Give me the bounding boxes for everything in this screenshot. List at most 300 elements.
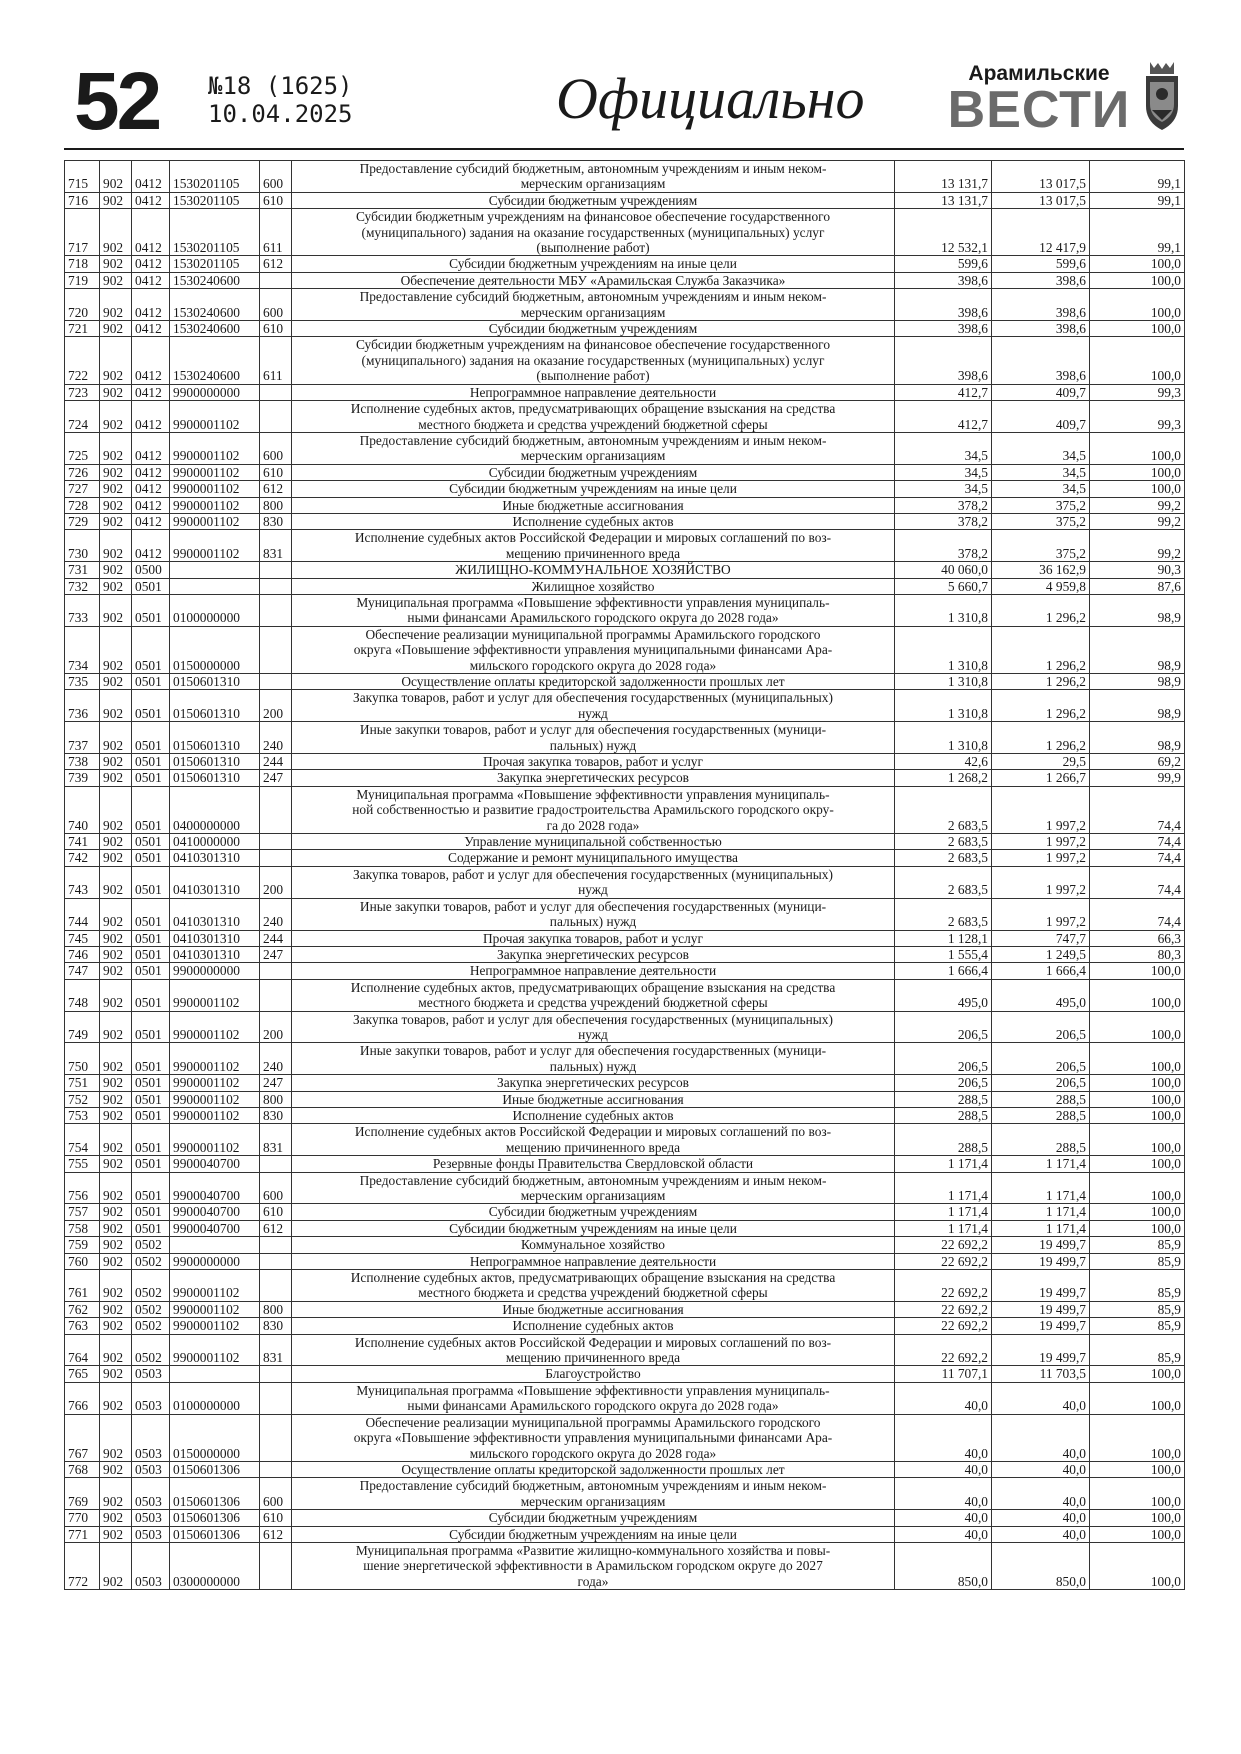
target-article-code: 0410301310	[170, 930, 260, 946]
expense-type-code	[260, 594, 292, 626]
ministry-code: 902	[100, 979, 132, 1011]
issue-number: №18 (1625)	[208, 72, 353, 100]
table-row	[65, 192, 1185, 208]
ministry-code: 902	[100, 272, 132, 288]
expense-type-code: 831	[260, 1124, 292, 1156]
table-row	[65, 530, 1185, 562]
expense-type-code	[260, 786, 292, 833]
expense-type-code: 610	[260, 1204, 292, 1220]
section-code: 0412	[132, 432, 170, 464]
executed-amount: 288,5	[992, 1124, 1090, 1156]
expense-type-code: 240	[260, 722, 292, 754]
executed-amount: 398,6	[992, 272, 1090, 288]
execution-percent: 85,9	[1090, 1334, 1185, 1366]
section-code: 0501	[132, 1091, 170, 1107]
item-name: Прочая закупка товаров, работ и услуг	[292, 930, 895, 946]
table-row	[65, 866, 1185, 898]
item-name: Закупка товаров, работ и услуг для обеспечения государственных (муниципальных) нужд	[292, 1011, 895, 1043]
planned-amount: 34,5	[895, 481, 992, 497]
row-number: 725	[65, 432, 100, 464]
planned-amount: 2 683,5	[895, 834, 992, 850]
executed-amount: 34,5	[992, 464, 1090, 480]
executed-amount: 599,6	[992, 256, 1090, 272]
ministry-code: 902	[100, 562, 132, 578]
target-article-code: 9900001102	[170, 1043, 260, 1075]
section-code: 0502	[132, 1318, 170, 1334]
table-row	[65, 337, 1185, 384]
target-article-code: 9900001102	[170, 1091, 260, 1107]
item-name: Муниципальная программа «Повышение эффективности управления муниципаль- ными финансами Арамильского городского округа до 2028 года»	[292, 594, 895, 626]
table-row	[65, 690, 1185, 722]
executed-amount: 1 296,2	[992, 626, 1090, 673]
item-name: Муниципальная программа «Повышение эффективности управления муниципаль- ными финансами Арамильского городского округа до 2028 года»	[292, 1382, 895, 1414]
target-article-code: 0100000000	[170, 594, 260, 626]
execution-percent: 99,1	[1090, 209, 1185, 256]
ministry-code: 902	[100, 1382, 132, 1414]
item-name: Иные закупки товаров, работ и услуг для обеспечения государственных (муници- пальных) нужд	[292, 898, 895, 930]
section-code: 0412	[132, 513, 170, 529]
ministry-code: 902	[100, 1011, 132, 1043]
executed-amount: 4 959,8	[992, 578, 1090, 594]
item-name: Иные бюджетные ассигнования	[292, 1301, 895, 1317]
planned-amount: 378,2	[895, 497, 992, 513]
executed-amount: 850,0	[992, 1542, 1090, 1589]
target-article-code: 0410301310	[170, 866, 260, 898]
execution-percent: 100,0	[1090, 1156, 1185, 1172]
planned-amount: 5 660,7	[895, 578, 992, 594]
execution-percent: 85,9	[1090, 1253, 1185, 1269]
ministry-code: 902	[100, 464, 132, 480]
planned-amount: 206,5	[895, 1075, 992, 1091]
executed-amount: 288,5	[992, 1091, 1090, 1107]
item-name: Благоустройство	[292, 1366, 895, 1382]
execution-percent: 100,0	[1090, 1172, 1185, 1204]
row-number: 754	[65, 1124, 100, 1156]
target-article-code: 9900001102	[170, 497, 260, 513]
row-number: 748	[65, 979, 100, 1011]
item-name: Иные закупки товаров, работ и услуг для обеспечения государственных (муници- пальных) нужд	[292, 722, 895, 754]
planned-amount: 22 692,2	[895, 1318, 992, 1334]
executed-amount: 40,0	[992, 1526, 1090, 1542]
item-name: Жилищное хозяйство	[292, 578, 895, 594]
section-title: Официально	[556, 66, 865, 131]
table-row	[65, 1478, 1185, 1510]
ministry-code: 902	[100, 481, 132, 497]
expense-type-code: 800	[260, 1091, 292, 1107]
target-article-code: 0150000000	[170, 626, 260, 673]
table-row	[65, 513, 1185, 529]
execution-percent: 66,3	[1090, 930, 1185, 946]
execution-percent: 100,0	[1090, 1478, 1185, 1510]
section-code: 0503	[132, 1461, 170, 1477]
expense-type-code	[260, 562, 292, 578]
section-code: 0412	[132, 497, 170, 513]
table-row	[65, 1237, 1185, 1253]
target-article-code: 9900040700	[170, 1172, 260, 1204]
executed-amount: 206,5	[992, 1043, 1090, 1075]
planned-amount: 288,5	[895, 1124, 992, 1156]
ministry-code: 902	[100, 432, 132, 464]
target-article-code: 9900001102	[170, 401, 260, 433]
expense-type-code: 600	[260, 161, 292, 193]
item-name: Исполнение судебных актов	[292, 1318, 895, 1334]
planned-amount: 40,0	[895, 1382, 992, 1414]
ministry-code: 902	[100, 786, 132, 833]
row-number: 751	[65, 1075, 100, 1091]
item-name: Исполнение судебных актов	[292, 513, 895, 529]
execution-percent: 85,9	[1090, 1237, 1185, 1253]
table-row	[65, 401, 1185, 433]
ministry-code: 902	[100, 770, 132, 786]
planned-amount: 1 171,4	[895, 1172, 992, 1204]
ministry-code: 902	[100, 1220, 132, 1236]
table-row	[65, 1043, 1185, 1075]
row-number: 731	[65, 562, 100, 578]
row-number: 756	[65, 1172, 100, 1204]
row-number: 743	[65, 866, 100, 898]
section-code: 0503	[132, 1414, 170, 1461]
row-number: 772	[65, 1542, 100, 1589]
planned-amount: 206,5	[895, 1011, 992, 1043]
execution-percent: 99,1	[1090, 192, 1185, 208]
planned-amount: 2 683,5	[895, 850, 992, 866]
item-name: Субсидии бюджетным учреждениям на иные цели	[292, 1220, 895, 1236]
section-code: 0502	[132, 1253, 170, 1269]
executed-amount: 40,0	[992, 1478, 1090, 1510]
table-row	[65, 432, 1185, 464]
table-row	[65, 1414, 1185, 1461]
table-row	[65, 1172, 1185, 1204]
item-name: Субсидии бюджетным учреждениям	[292, 321, 895, 337]
ministry-code: 902	[100, 674, 132, 690]
execution-percent: 100,0	[1090, 1011, 1185, 1043]
target-article-code: 0150601310	[170, 690, 260, 722]
target-article-code: 0150601310	[170, 754, 260, 770]
ministry-code: 902	[100, 1270, 132, 1302]
section-code: 0501	[132, 963, 170, 979]
execution-percent: 98,9	[1090, 722, 1185, 754]
item-name: Субсидии бюджетным учреждениям на иные цели	[292, 481, 895, 497]
section-code: 0412	[132, 321, 170, 337]
item-name: Исполнение судебных актов Российской Федерации и мировых соглашений по воз- мещению причиненного вреда	[292, 1334, 895, 1366]
ministry-code: 902	[100, 963, 132, 979]
executed-amount: 1 666,4	[992, 963, 1090, 979]
ministry-code: 902	[100, 1542, 132, 1589]
section-code: 0412	[132, 209, 170, 256]
table-row	[65, 1542, 1185, 1589]
expense-type-code: 612	[260, 1220, 292, 1236]
execution-percent: 74,4	[1090, 850, 1185, 866]
execution-percent: 98,9	[1090, 594, 1185, 626]
item-name: Закупка энергетических ресурсов	[292, 770, 895, 786]
item-name: Субсидии бюджетным учреждениям	[292, 192, 895, 208]
expense-type-code	[260, 1366, 292, 1382]
executed-amount: 1 171,4	[992, 1172, 1090, 1204]
row-number: 770	[65, 1510, 100, 1526]
table-row	[65, 256, 1185, 272]
item-name: Исполнение судебных актов, предусматривающих обращение взыскания на средства местного бюджета и средства учреждений бюджетной сферы	[292, 401, 895, 433]
planned-amount: 288,5	[895, 1091, 992, 1107]
row-number: 728	[65, 497, 100, 513]
table-row	[65, 722, 1185, 754]
section-code: 0501	[132, 946, 170, 962]
target-article-code: 1530240600	[170, 289, 260, 321]
executed-amount: 1 171,4	[992, 1220, 1090, 1236]
executed-amount: 13 017,5	[992, 192, 1090, 208]
expense-type-code: 800	[260, 1301, 292, 1317]
target-article-code: 9900001102	[170, 1318, 260, 1334]
execution-percent: 100,0	[1090, 1542, 1185, 1589]
expense-type-code	[260, 674, 292, 690]
target-article-code: 1530240600	[170, 321, 260, 337]
planned-amount: 398,6	[895, 337, 992, 384]
target-article-code	[170, 562, 260, 578]
item-name: Коммунальное хозяйство	[292, 1237, 895, 1253]
expense-type-code: 247	[260, 770, 292, 786]
ministry-code: 902	[100, 594, 132, 626]
row-number: 753	[65, 1107, 100, 1123]
section-code: 0503	[132, 1510, 170, 1526]
logo-text-main: ВЕСТИ	[947, 81, 1131, 139]
execution-percent: 100,0	[1090, 432, 1185, 464]
target-article-code: 1530201105	[170, 161, 260, 193]
planned-amount: 22 692,2	[895, 1270, 992, 1302]
execution-percent: 100,0	[1090, 256, 1185, 272]
section-code: 0501	[132, 770, 170, 786]
section-code: 0501	[132, 754, 170, 770]
table-row	[65, 963, 1185, 979]
execution-percent: 74,4	[1090, 834, 1185, 850]
execution-percent: 100,0	[1090, 1366, 1185, 1382]
execution-percent: 99,2	[1090, 513, 1185, 529]
table-row	[65, 979, 1185, 1011]
expense-type-code: 240	[260, 1043, 292, 1075]
planned-amount: 412,7	[895, 384, 992, 400]
execution-percent: 99,9	[1090, 770, 1185, 786]
ministry-code: 902	[100, 1366, 132, 1382]
planned-amount: 599,6	[895, 256, 992, 272]
target-article-code: 9900000000	[170, 1253, 260, 1269]
table-row	[65, 1124, 1185, 1156]
ministry-code: 902	[100, 513, 132, 529]
execution-percent: 100,0	[1090, 1382, 1185, 1414]
expense-type-code: 610	[260, 464, 292, 480]
section-code: 0501	[132, 1124, 170, 1156]
planned-amount: 1 310,8	[895, 594, 992, 626]
execution-percent: 100,0	[1090, 464, 1185, 480]
expense-type-code: 611	[260, 209, 292, 256]
ministry-code: 902	[100, 834, 132, 850]
planned-amount: 1 310,8	[895, 674, 992, 690]
execution-percent: 85,9	[1090, 1318, 1185, 1334]
section-code: 0502	[132, 1301, 170, 1317]
target-article-code: 0300000000	[170, 1542, 260, 1589]
item-name: Предоставление субсидий бюджетным, автономным учреждениям и иным неком- мерческим организациям	[292, 1172, 895, 1204]
row-number: 722	[65, 337, 100, 384]
section-code: 0502	[132, 1237, 170, 1253]
execution-percent: 100,0	[1090, 1204, 1185, 1220]
planned-amount: 11 707,1	[895, 1366, 992, 1382]
planned-amount: 40,0	[895, 1478, 992, 1510]
planned-amount: 34,5	[895, 432, 992, 464]
row-number: 739	[65, 770, 100, 786]
table-row	[65, 1091, 1185, 1107]
table-row	[65, 497, 1185, 513]
expense-type-code: 600	[260, 1478, 292, 1510]
table-row	[65, 209, 1185, 256]
item-name: Предоставление субсидий бюджетным, автономным учреждениям и иным неком- мерческим организациям	[292, 1478, 895, 1510]
execution-percent: 98,9	[1090, 674, 1185, 690]
table-row	[65, 674, 1185, 690]
section-code: 0501	[132, 1156, 170, 1172]
table-row	[65, 1075, 1185, 1091]
executed-amount: 495,0	[992, 979, 1090, 1011]
executed-amount: 206,5	[992, 1075, 1090, 1091]
section-code: 0500	[132, 562, 170, 578]
table-row	[65, 1510, 1185, 1526]
target-article-code: 9900001102	[170, 979, 260, 1011]
executed-amount: 375,2	[992, 497, 1090, 513]
section-code: 0501	[132, 1075, 170, 1091]
execution-percent: 74,4	[1090, 866, 1185, 898]
ministry-code: 902	[100, 401, 132, 433]
expense-type-code: 240	[260, 898, 292, 930]
target-article-code: 1530201105	[170, 192, 260, 208]
execution-percent: 100,0	[1090, 1526, 1185, 1542]
executed-amount: 1 266,7	[992, 770, 1090, 786]
ministry-code: 902	[100, 321, 132, 337]
planned-amount: 1 171,4	[895, 1156, 992, 1172]
execution-percent: 69,2	[1090, 754, 1185, 770]
ministry-code: 902	[100, 1172, 132, 1204]
table-row	[65, 946, 1185, 962]
planned-amount: 22 692,2	[895, 1237, 992, 1253]
expense-type-code: 200	[260, 866, 292, 898]
row-number: 732	[65, 578, 100, 594]
expense-type-code: 610	[260, 321, 292, 337]
ministry-code: 902	[100, 192, 132, 208]
target-article-code: 0150601306	[170, 1478, 260, 1510]
planned-amount: 13 131,7	[895, 161, 992, 193]
table-row	[65, 1011, 1185, 1043]
expense-type-code: 831	[260, 1334, 292, 1366]
section-code: 0501	[132, 786, 170, 833]
ministry-code: 902	[100, 1124, 132, 1156]
row-number: 727	[65, 481, 100, 497]
item-name: Обеспечение реализации муниципальной программы Арамильского городского округа «Повышение эффективности управления муниципальными финансами Ара- мильского городского округа до 2028 года»	[292, 1414, 895, 1461]
target-article-code: 0410301310	[170, 946, 260, 962]
expense-type-code	[260, 1382, 292, 1414]
table-row	[65, 562, 1185, 578]
table-row	[65, 898, 1185, 930]
item-name: Исполнение судебных актов Российской Федерации и мировых соглашений по воз- мещению причиненного вреда	[292, 1124, 895, 1156]
item-name: Предоставление субсидий бюджетным, автономным учреждениям и иным неком- мерческим организациям	[292, 432, 895, 464]
row-number: 716	[65, 192, 100, 208]
expense-type-code: 831	[260, 530, 292, 562]
row-number: 745	[65, 930, 100, 946]
table-row	[65, 289, 1185, 321]
planned-amount: 1 128,1	[895, 930, 992, 946]
ministry-code: 902	[100, 1156, 132, 1172]
item-name: Обеспечение деятельности МБУ «Арамильская Служба Заказчика»	[292, 272, 895, 288]
expense-type-code: 244	[260, 754, 292, 770]
row-number: 737	[65, 722, 100, 754]
target-article-code: 0150601310	[170, 722, 260, 754]
executed-amount: 375,2	[992, 513, 1090, 529]
target-article-code: 9900001102	[170, 1075, 260, 1091]
section-code: 0501	[132, 1220, 170, 1236]
planned-amount: 288,5	[895, 1107, 992, 1123]
ministry-code: 902	[100, 1075, 132, 1091]
table-row	[65, 321, 1185, 337]
execution-percent: 100,0	[1090, 963, 1185, 979]
executed-amount: 34,5	[992, 432, 1090, 464]
item-name: Закупка товаров, работ и услуг для обеспечения государственных (муниципальных) нужд	[292, 690, 895, 722]
executed-amount: 747,7	[992, 930, 1090, 946]
row-number: 723	[65, 384, 100, 400]
execution-percent: 99,3	[1090, 401, 1185, 433]
target-article-code: 9900001102	[170, 1107, 260, 1123]
section-code: 0412	[132, 530, 170, 562]
row-number: 767	[65, 1414, 100, 1461]
expense-type-code: 247	[260, 946, 292, 962]
item-name: Субсидии бюджетным учреждениям	[292, 1204, 895, 1220]
table-row	[65, 786, 1185, 833]
planned-amount: 40,0	[895, 1510, 992, 1526]
ministry-code: 902	[100, 384, 132, 400]
table-row	[65, 161, 1185, 193]
executed-amount: 1 997,2	[992, 898, 1090, 930]
ministry-code: 902	[100, 337, 132, 384]
planned-amount: 1 310,8	[895, 626, 992, 673]
table-row	[65, 834, 1185, 850]
row-number: 721	[65, 321, 100, 337]
expense-type-code	[260, 1461, 292, 1477]
section-code: 0502	[132, 1334, 170, 1366]
execution-percent: 99,2	[1090, 530, 1185, 562]
ministry-code: 902	[100, 1237, 132, 1253]
section-code: 0412	[132, 272, 170, 288]
expense-type-code: 610	[260, 1510, 292, 1526]
item-name: Исполнение судебных актов, предусматривающих обращение взыскания на средства местного бюджета и средства учреждений бюджетной сферы	[292, 1270, 895, 1302]
ministry-code: 902	[100, 1043, 132, 1075]
execution-percent: 90,3	[1090, 562, 1185, 578]
item-name: Муниципальная программа «Развитие жилищно-коммунального хозяйства и повы- шение энергетической эффективности в Арамильском городском округе до 2027 года»	[292, 1542, 895, 1589]
ministry-code: 902	[100, 722, 132, 754]
ministry-code: 902	[100, 256, 132, 272]
row-number: 733	[65, 594, 100, 626]
ministry-code: 902	[100, 289, 132, 321]
ministry-code: 902	[100, 866, 132, 898]
ministry-code: 902	[100, 690, 132, 722]
executed-amount: 34,5	[992, 481, 1090, 497]
planned-amount: 398,6	[895, 272, 992, 288]
expense-type-code	[260, 979, 292, 1011]
expense-type-code	[260, 850, 292, 866]
execution-percent: 85,9	[1090, 1270, 1185, 1302]
target-article-code: 0150601306	[170, 1461, 260, 1477]
target-article-code: 0410301310	[170, 850, 260, 866]
item-name: Резервные фонды Правительства Свердловской области	[292, 1156, 895, 1172]
expense-type-code	[260, 1270, 292, 1302]
execution-percent: 100,0	[1090, 1124, 1185, 1156]
planned-amount: 398,6	[895, 289, 992, 321]
executed-amount: 409,7	[992, 384, 1090, 400]
item-name: Иные закупки товаров, работ и услуг для обеспечения государственных (муници- пальных) нужд	[292, 1043, 895, 1075]
section-code: 0412	[132, 289, 170, 321]
expense-type-code	[260, 963, 292, 979]
expense-type-code: 600	[260, 289, 292, 321]
